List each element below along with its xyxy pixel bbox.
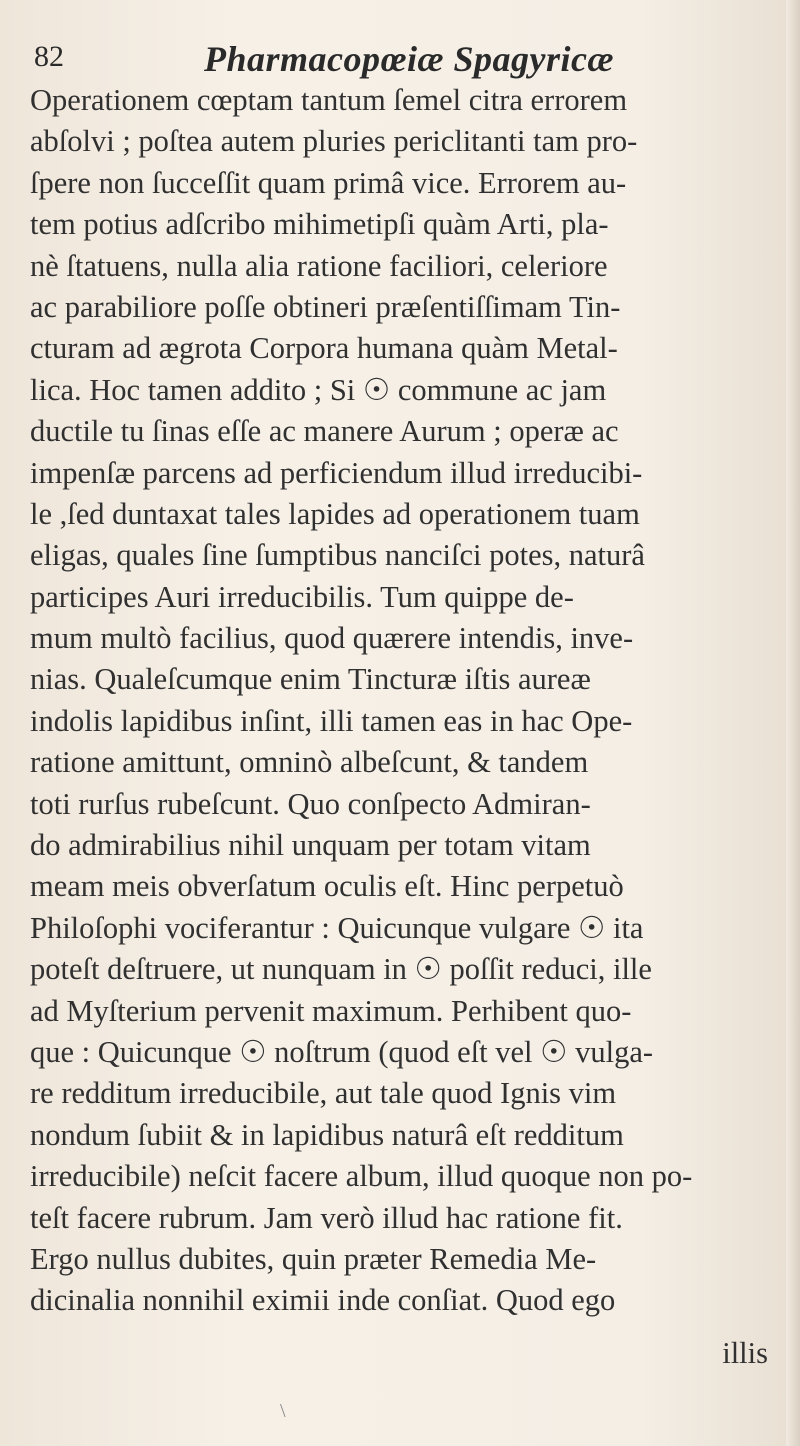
text-line: re redditum irreducibile, aut tale quod Ignis vim [30, 1076, 617, 1111]
text-line: ratione amittunt, omninò albeſcunt, & tandem [30, 745, 589, 780]
stray-mark: \ [280, 1400, 286, 1422]
page-edge [786, 0, 800, 1446]
page-number: 82 [34, 40, 64, 73]
text-line: le ,ſed duntaxat tales lapides ad operationem tuam [30, 496, 640, 531]
text-line: cturam ad ægrota Corpora humana quàm Metal- [30, 331, 618, 366]
text-line: irreducibile) neſcit facere album, illud quoque non po- [30, 1159, 693, 1194]
text-line: Operationem cœptam tantum ſemel citra errorem [30, 83, 628, 117]
text-line: teſt facere rubrum. Jam verò illud hac ratione fit. [30, 1200, 623, 1235]
text-line: nondum ſubiit & in lapidibus naturâ eſt redditum [30, 1117, 624, 1152]
text-line: lica. Hoc tamen addito ; Si ☉ commune ac jam [30, 372, 607, 407]
text-line: participes Auri irreducibilis. Tum quippe de- [30, 579, 574, 614]
text-line: tem potius adſcribo mihimetipſi quàm Arti, pla- [30, 207, 609, 242]
text-line: do admirabilius nihil unquam per totam vitam [30, 828, 591, 863]
text-line: Ergo nullus dubites, quin præter Remedia Me- [30, 1241, 597, 1276]
catchword: illis [722, 1336, 768, 1370]
text-line: ſpere non ſucceſſit quam primâ vice. Errorem au- [30, 165, 627, 200]
text-line: toti rurſus rubeſcunt. Quo conſpecto Admiran- [30, 786, 591, 821]
text-line: mum multò facilius, quod quærere intendis, inve- [30, 621, 634, 656]
text-line: poteſt deſtruere, ut nunquam in ☉ poſſit reduci, ille [30, 952, 652, 987]
text-line: abſolvi ; poſtea autem pluries periclitanti tam pro- [30, 124, 638, 159]
body-text [30, 80, 770, 1322]
text-line: indolis lapidibus inſint, illi tamen eas in hac Ope- [30, 703, 633, 738]
running-title: Pharmacopœiæ Spagyricæ [204, 39, 614, 79]
text-line: impenſæ parcens ad perficiendum illud irreducibi- [30, 455, 643, 490]
text-line: eligas, quales ſine ſumptibus nanciſci potes, naturâ [30, 538, 645, 573]
text-line: ad Myſterium pervenit maximum. Perhibent quo- [30, 993, 632, 1028]
page-header [34, 38, 754, 82]
text-line: Philoſophi vociferantur : Quicunque vulgare ☉ ita [30, 910, 644, 945]
text-line: nias. Qualeſcumque enim Tincturæ iſtis aureæ [30, 662, 591, 697]
text-line: ductile tu ſinas eſſe ac manere Aurum ; operæ ac [30, 414, 619, 449]
text-line: que : Quicunque ☉ noſtrum (quod eſt vel ☉ vulga- [30, 1034, 654, 1069]
text-line: dicinalia nonnihil eximii inde conſiat. Quod ego [30, 1283, 616, 1318]
text-line: meam meis obverſatum oculis eſt. Hinc perpetuò [30, 869, 624, 904]
text-line: nè ſtatuens, nulla alia ratione faciliori, celeriore [30, 248, 608, 283]
text-line: ac parabiliore poſſe obtineri præſentiſſimam Tin- [30, 289, 621, 324]
